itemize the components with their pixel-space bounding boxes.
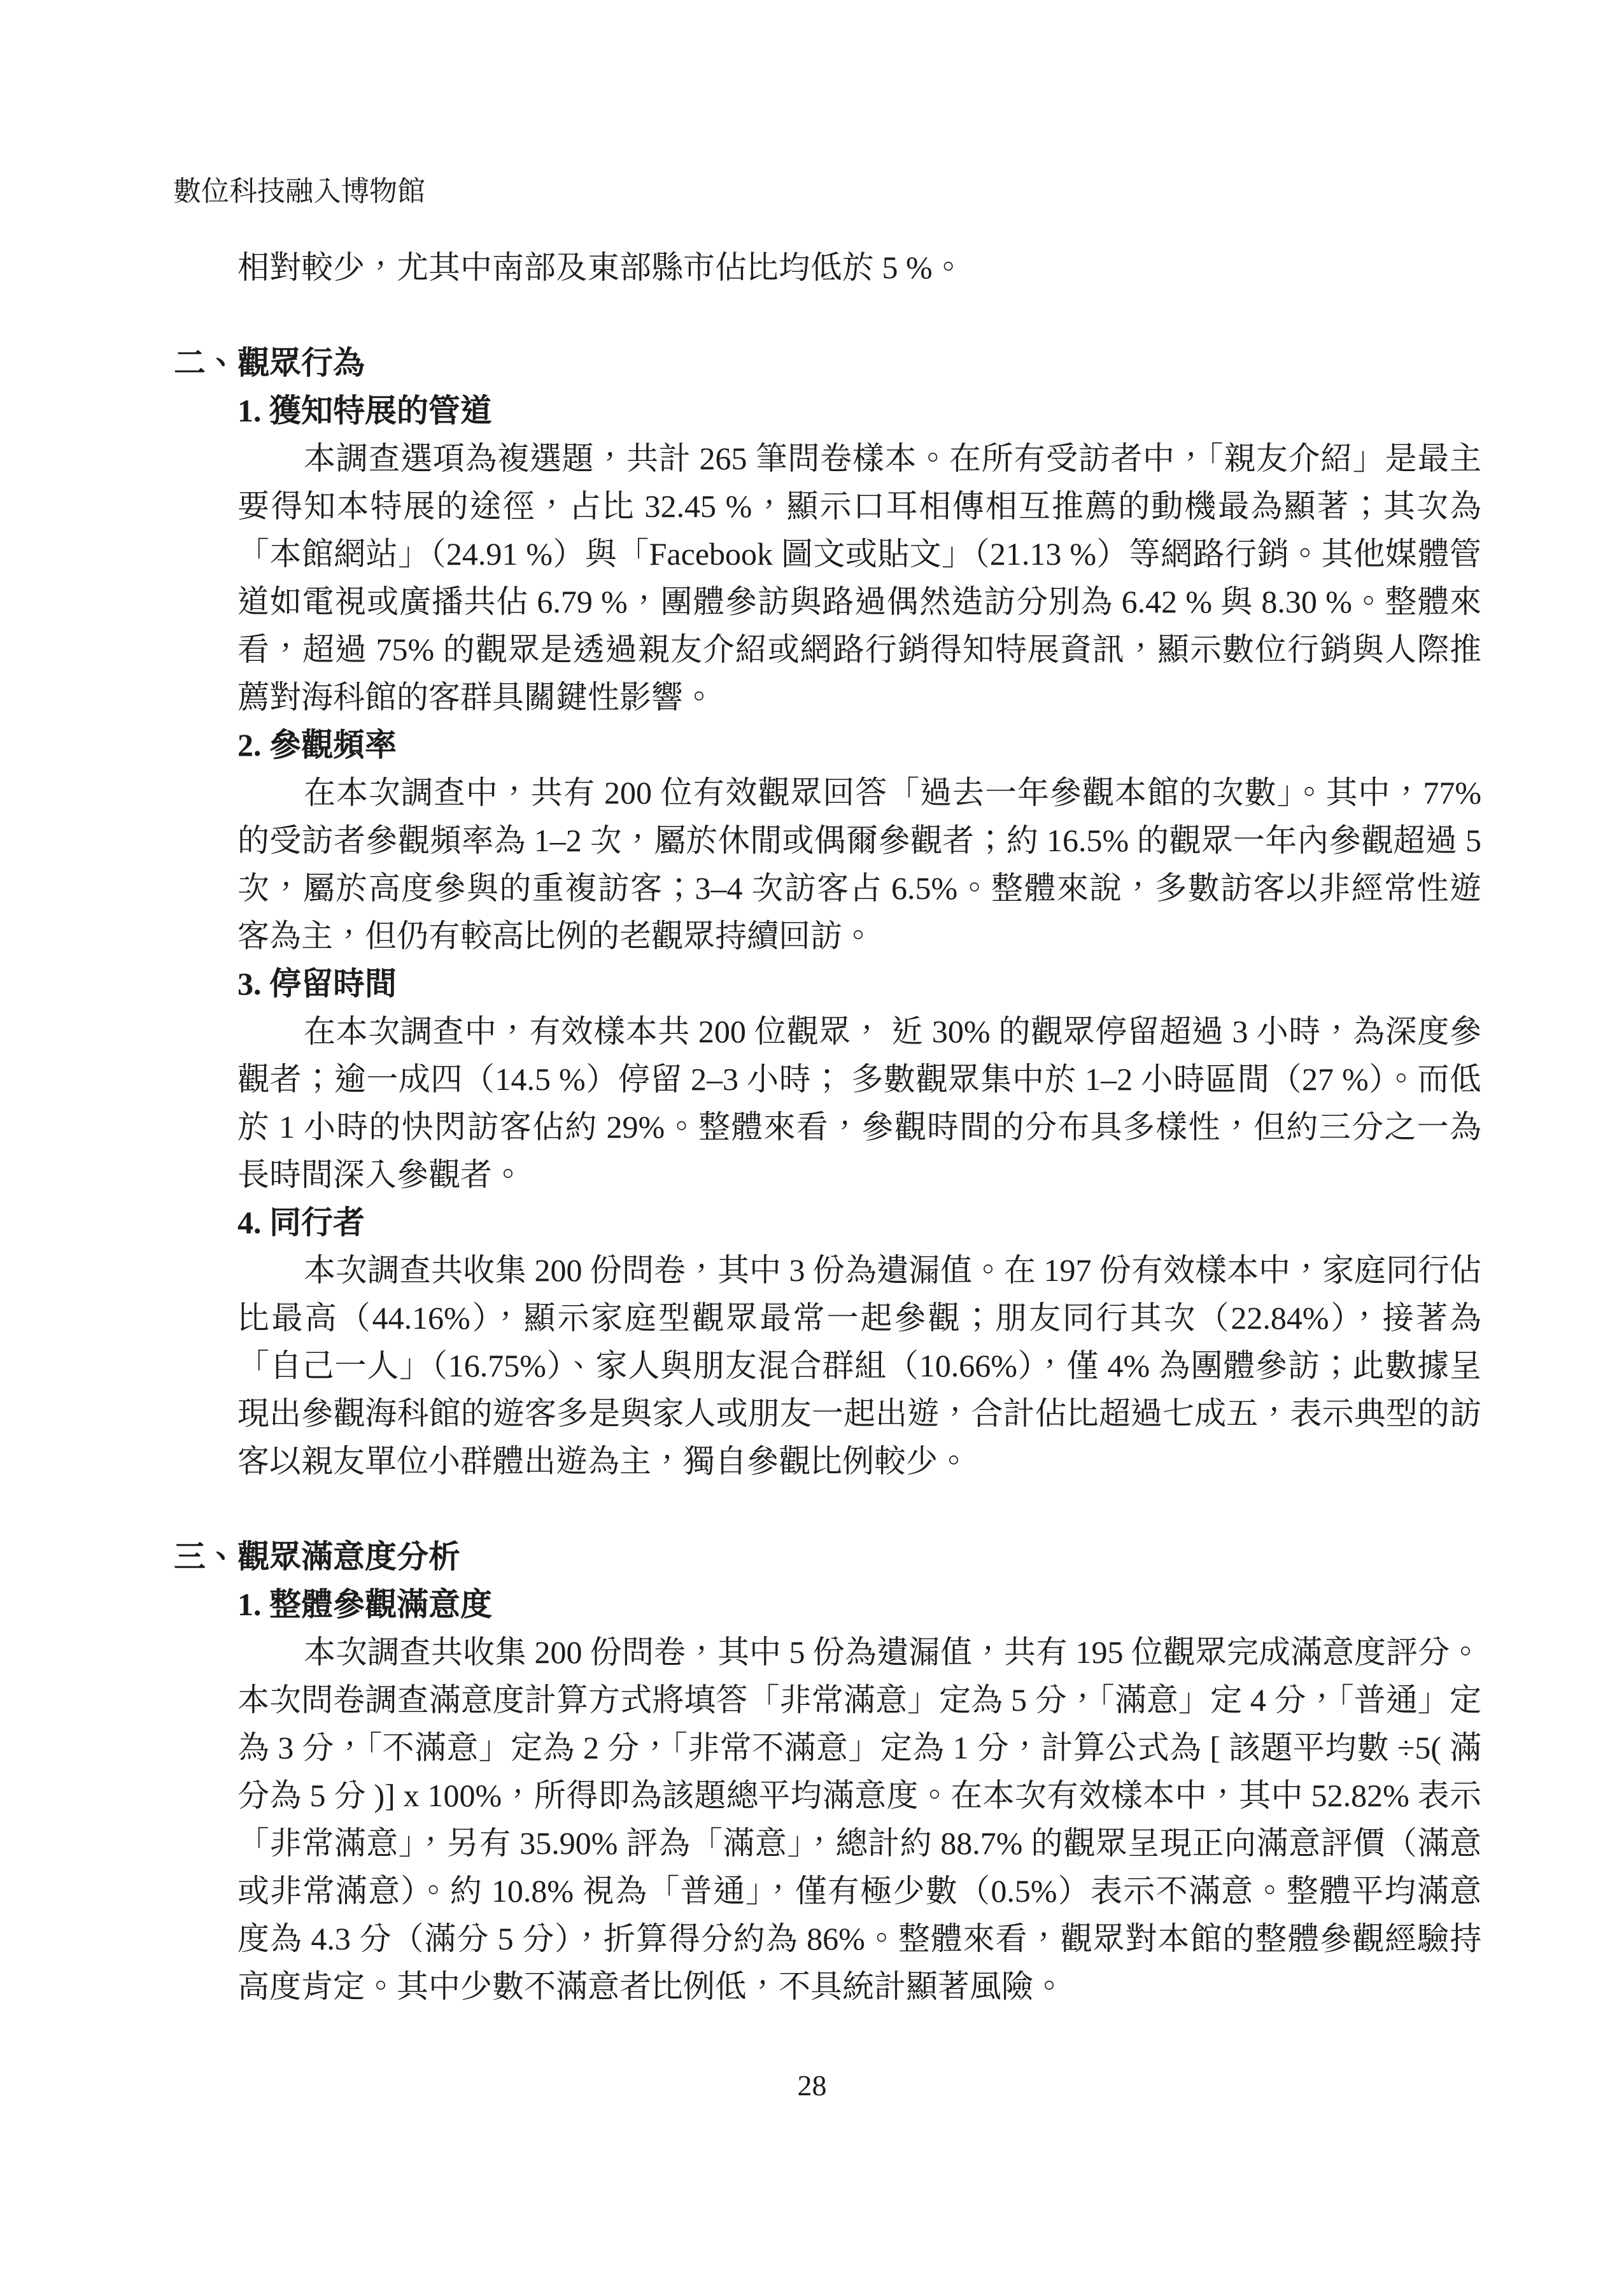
running-header: 數位科技融入博物館 [173,176,425,207]
subsection-heading-awareness-channels: 1. 獲知特展的管道 [237,393,492,428]
paragraph-awareness-channels: 本調查選項為複選題，共計 265 筆問卷樣本。在所有受訪者中，「親友介紹」是最主要得知本特展的途徑，占比 32.45 %，顯示口耳相傳相互推薦的動機最為顯著；其次為「本館網站」（24.91 %）與「Facebook 圖文或貼文」（21.13 %）等網路行銷。其他媒體管道如電視或廣播共佔 6.79 %，團體參訪與路過偶然造訪分別為 6.42 % 與 8.30 %。整體來看，超過 75% 的觀眾是透過親友介紹或網路行銷得知特展資訊，顯示數位行銷與人際推薦對海科館的客群具關鍵性影響。 [237,441,1481,715]
subsection-heading-stay-duration: 3. 停留時間 [237,966,397,1001]
page-number: 28 [797,2069,827,2102]
page-body [174,244,1481,2011]
subsection-heading-companions: 4. 同行者 [237,1205,365,1240]
paragraph-visit-frequency: 在本次調查中，共有 200 位有效觀眾回答「過去一年參觀本館的次數」。其中，77% 的受訪者參觀頻率為 1–2 次，屬於休閒或偶爾參觀者；約 16.5% 的觀眾一年內參觀超過 5 次，屬於高度參與的重複訪客；3–4 次訪客占 6.5%。整體來說，多數訪客以非經常性遊客為主，但仍有較高比例的老觀眾持續回訪。 [237,775,1481,954]
paragraph-overall-satisfaction: 本次調查共收集 200 份問卷，其中 5 份為遺漏值，共有 195 位觀眾完成滿意度評分。本次問卷調查滿意度計算方式將填答「非常滿意」定為 5 分，「滿意」定 4 分，「普通」定為 3 分，「不滿意」定為 2 分，「非常不滿意」定為 1 分，計算公式為 [ 該題平均數 ÷5( 滿分為 5 分 )] x 100%，所得即為該題總平均滿意度。在本次有效樣本中，其中 52.82% 表示「非常滿意」，另有 35.90% 評為「滿意」，總計約 88.7% 的觀眾呈現正向滿意評價（滿意或非常滿意）。約 10.8% 視為「普通」，僅有極少數（0.5%）表示不滿意。整體平均滿意度為 4.3 分（滿分 5 分），折算得分約為 86%。整體來看，觀眾對本館的整體參觀經驗持高度肯定。其中少數不滿意者比例低，不具統計顯著風險。 [237,1634,1481,2004]
carryover-paragraph-line: 相對較少，尤其中南部及東部縣市佔比均低於 5 %。 [237,250,964,285]
subsection-heading-visit-frequency: 2. 參觀頻率 [237,727,397,763]
paragraph-stay-duration: 在本次調查中，有效樣本共 200 位觀眾， 近 30% 的觀眾停留超過 3 小時，為深度參觀者；逾一成四（14.5 %）停留 2–3 小時； 多數觀眾集中於 1–2 小時區間（27 %）。而低於 1 小時的快閃訪客佔約 29%。整體來看，參觀時間的分布具多樣性，但約三分之一為長時間深入參觀者。 [237,1014,1481,1192]
paragraph-companions: 本次調查共收集 200 份問卷，其中 3 份為遺漏值。在 197 份有效樣本中，家庭同行佔比最高（44.16%），顯示家庭型觀眾最常一起參觀；朋友同行其次（22.84%），接著為「自己一人」（16.75%）、家人與朋友混合群組（10.66%），僅 4% 為團體參訪；此數據呈現出參觀海科館的遊客多是與家人或朋友一起出遊，合計佔比超過七成五，表示典型的訪客以親友單位小群體出遊為主，獨自參觀比例較少。 [237,1252,1481,1479]
subsection-heading-overall-satisfaction: 1. 整體參觀滿意度 [237,1587,492,1622]
section-heading-audience-behavior: 二、觀眾行為 [174,345,365,381]
section-heading-satisfaction-analysis: 三、觀眾滿意度分析 [174,1539,460,1574]
